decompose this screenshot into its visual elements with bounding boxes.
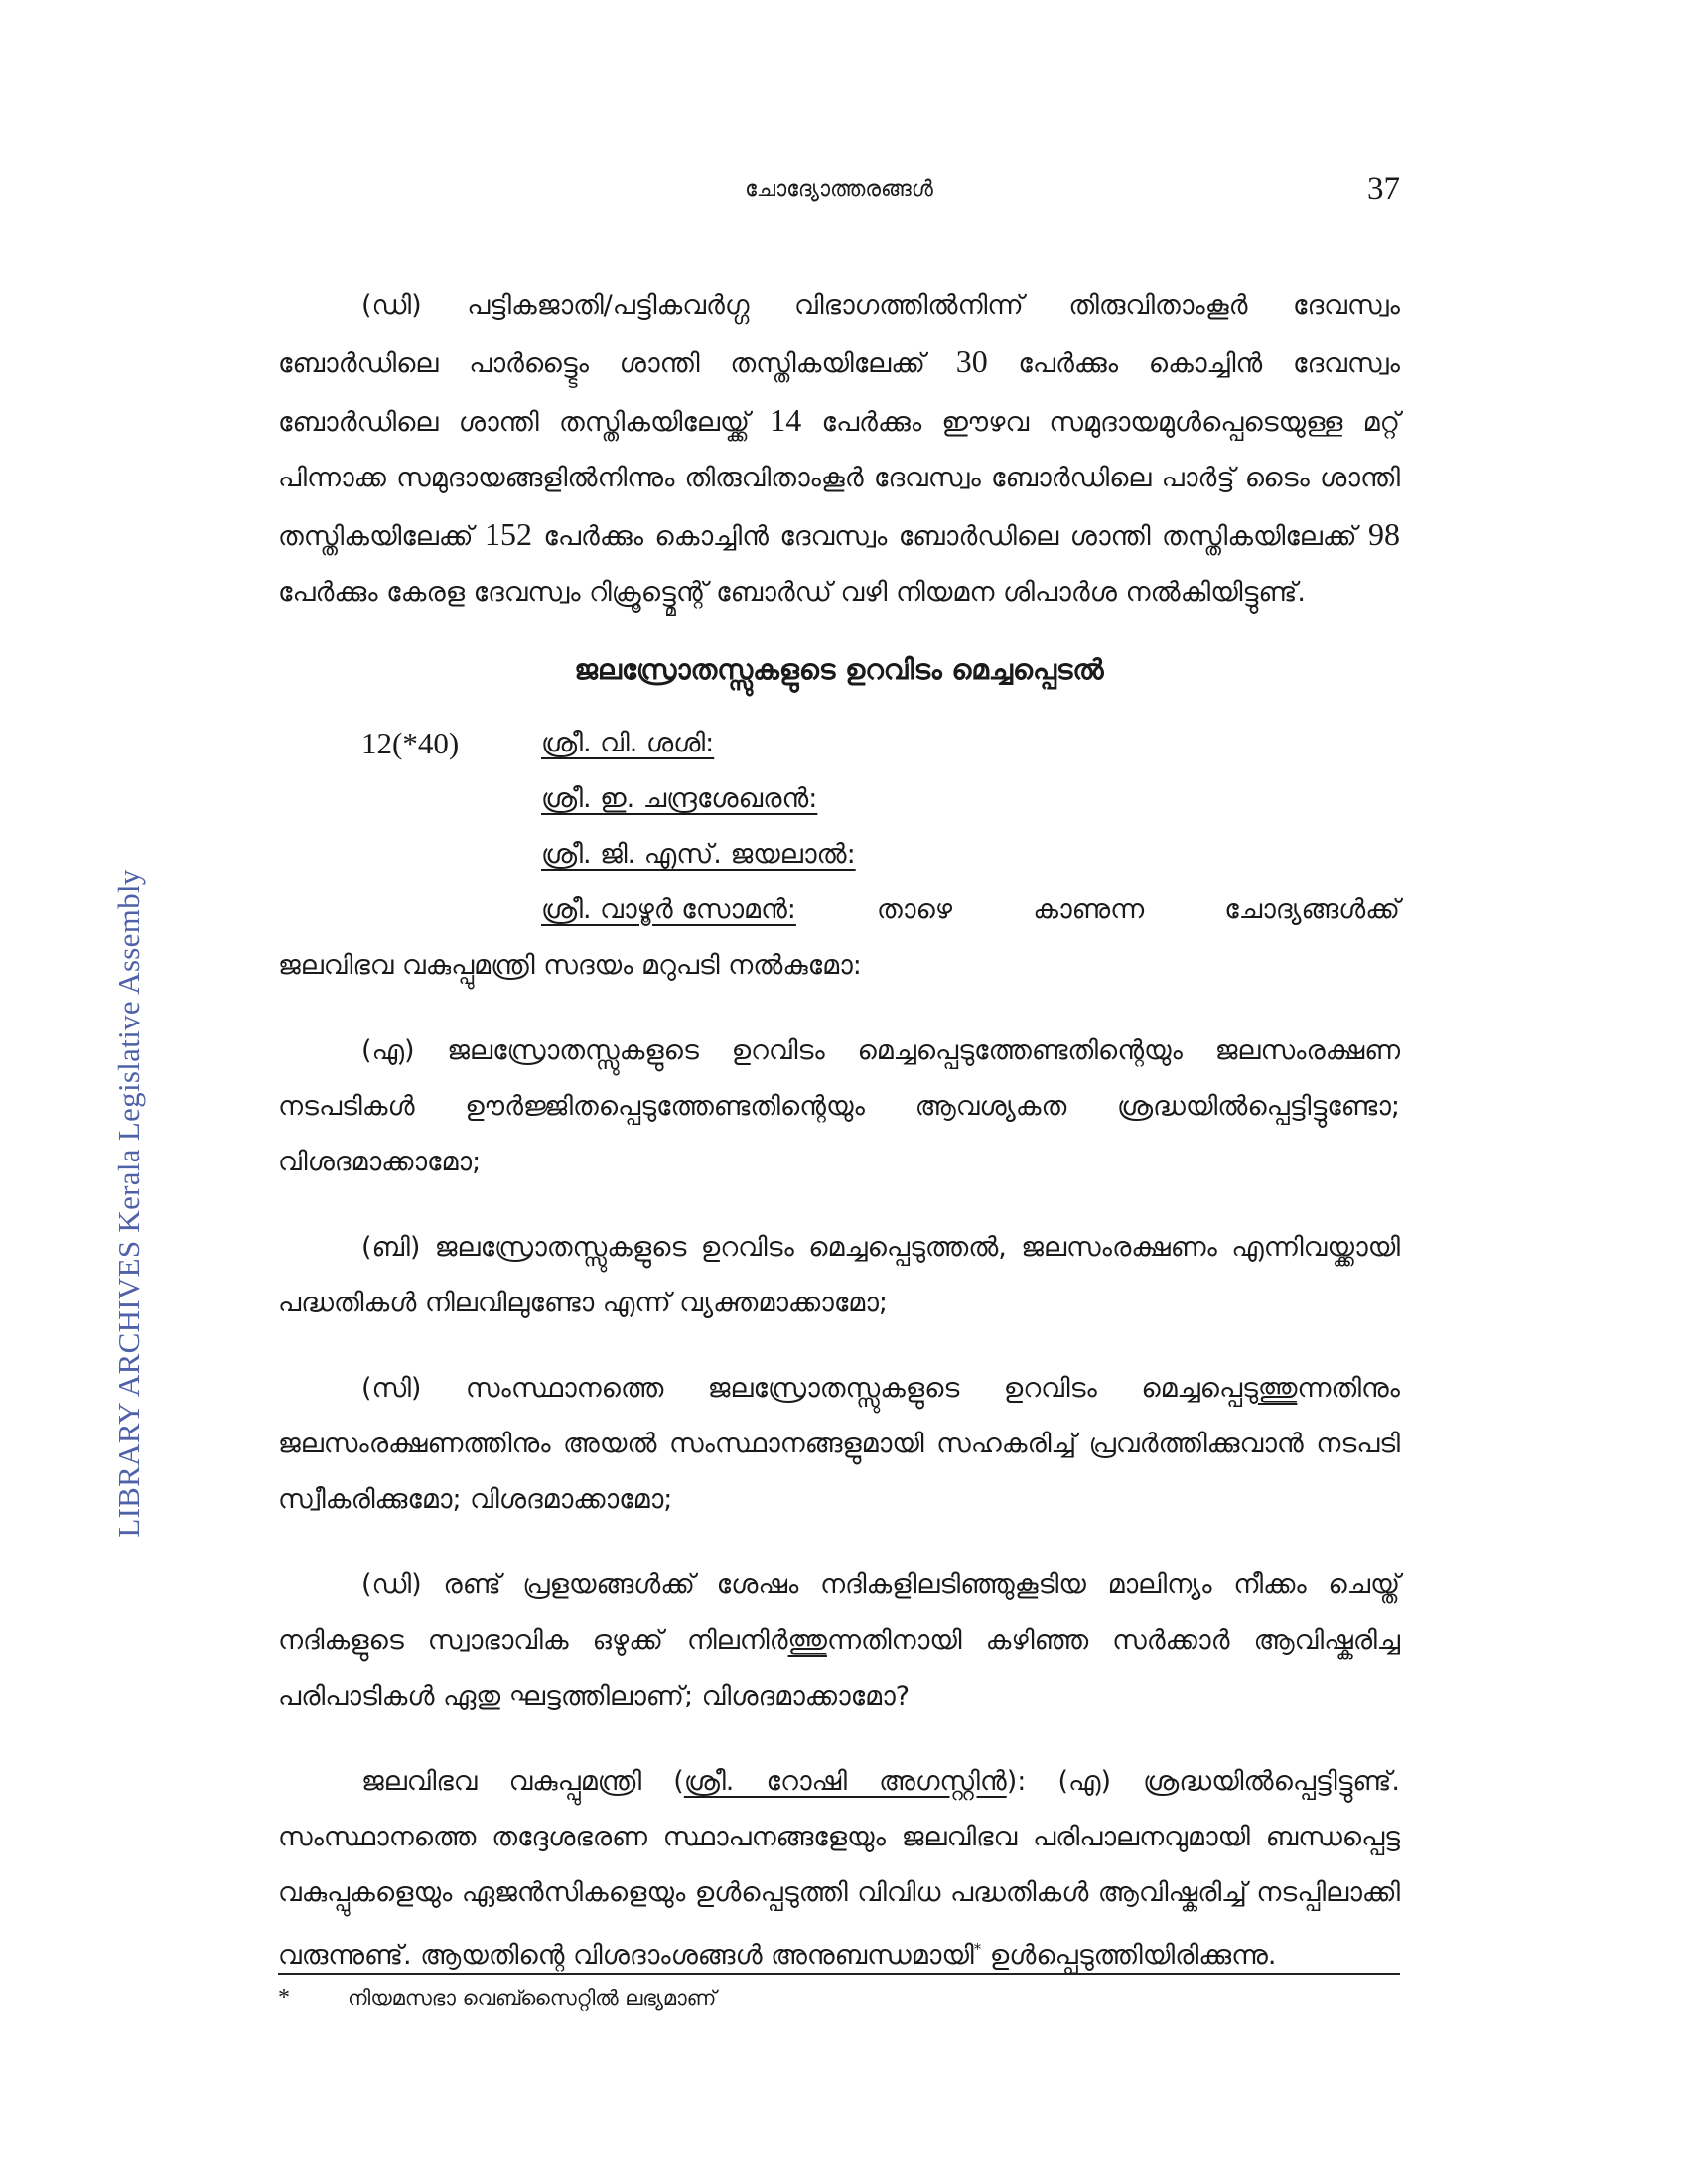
paragraph-d-appointments xyxy=(278,278,1400,620)
text-run: ഉൾപ്പെടുത്തിയിരിക്കുന്നു. xyxy=(981,1940,1277,1971)
count-sc-st-travancore: 30 xyxy=(955,343,988,379)
footnote xyxy=(278,1983,1400,2013)
running-header xyxy=(278,171,1400,210)
text-run-underlined: ത്തു xyxy=(1257,1373,1298,1404)
text-run: ന്നതിനായി കഴിഞ്ഞ സർക്കാർ ആവിഷ്കരിച്ച പരിപാടികൾ ഏതു ഘട്ടത്തിലാണ്; വിശദമാക്കാമോ? xyxy=(278,1625,1400,1711)
section-heading: ജലസ്രോതസ്സുകളുടെ ഉറവിടം മെച്ചപ്പെടൽ xyxy=(574,653,1104,686)
question-header xyxy=(278,716,1400,883)
running-title: ചോദ്യോത്തരങ്ങൾ xyxy=(745,177,933,202)
archive-watermark: LIBRARY ARCHIVES Kerala Legislative Assembly xyxy=(111,869,146,1538)
text-word: ചോദ്യങ്ങൾക്ക് xyxy=(1224,894,1400,925)
count-obc-travancore: 152 xyxy=(484,516,532,552)
footnote-text: നിയമസഭാ വെബ്സൈറ്റിൽ ലഭ്യമാണ് xyxy=(348,1986,717,2010)
footnote-mark: * xyxy=(278,1985,290,2011)
text-word: താഴെ xyxy=(877,894,953,925)
question-number: 12(*40) xyxy=(361,726,460,760)
text-run: ): (എ) ശ്രദ്ധയിൽപ്പെട്ടിട്ടുണ്ട്. സംസ്ഥാനത്തെ തദ്ദേശഭരണ സ്ഥാപനങ്ങളേയും ജലവിഭവ പരിപാലനവുമായി ബന്ധപ്പെട്ട വകുപ്പുകളെയും ഏജൻസികളെയും ഉൾപ്പെടുത്തി വിവിധ പദ്ധതികൾ ആവിഷ്കരിച്ച് നടപ്പിലാക്കി വരുന്നുണ്ട്. ആയതിന്റെ വിശദാംശങ്ങൾ അനുബന്ധമായി xyxy=(278,1766,1401,1971)
page-number: 37 xyxy=(1367,171,1400,206)
text-run-underlined: ത്തു xyxy=(787,1625,827,1656)
member-name: ശ്രീ. വാഴൂർ സോമൻ: xyxy=(541,894,796,925)
count-sc-st-cochin: 14 xyxy=(770,402,802,438)
text-run: പേർക്കും കേരള ദേവസ്വം റിക്രൂട്ട്മെന്റ് ബോർഡ് വഴി നിയമന ശിപാർശ നൽകിയിട്ടുണ്ട്. xyxy=(278,577,1306,608)
sub-question-a: (എ) ജലസ്രോതസ്സുകളുടെ ഉറവിടം മെച്ചപ്പെടുത്തേണ്ടതിന്റെയും ജലസംരക്ഷണ നടപടികൾ ഊർജ്ജിതപ്പെടുത്തേണ്ടതിന്റെയും ആവശ്യകത ശ്രദ്ധയിൽപ്പെട്ടിട്ടുണ്ടോ; വിശദമാക്കാമോ; xyxy=(278,1035,1400,1177)
text-word: കാണുന്ന xyxy=(1033,894,1145,925)
answer-paragraph xyxy=(278,1754,1400,1983)
text-run: (ഡി) പട്ടികജാതി/പട്ടികവർഗ്ഗ വിഭാഗത്തിൽനിന്ന് തിരുവിതാംകൂർ ദേവസ്വം ബോർഡിലെ പാർട്ട്ടൈം ശാന്തി തസ്തികയിലേക്ക് xyxy=(278,290,1400,379)
footnote-divider xyxy=(278,1973,1400,1975)
member-name: ശ്രീ. ജി. എസ്. ജയലാൽ: xyxy=(541,839,856,870)
member-name: ശ്രീ. ഇ. ചന്ദ്രശേഖരൻ: xyxy=(541,783,818,814)
text-run: (സി) സംസ്ഥാനത്തെ ജലസ്രോതസ്സുകളുടെ ഉറവിടം മെച്ചപ്പെടു xyxy=(361,1373,1258,1404)
question-ask-rest: ജലവിഭവ വകുപ്പുമന്ത്രി സദയം മറുപടി നൽകുമോ: xyxy=(278,950,862,981)
sub-question-c xyxy=(278,1361,1400,1528)
text-run: (ഡി) രണ്ട് പ്രളയങ്ങൾക്ക് ശേഷം നദികളിലടിഞ്ഞുകൂടിയ മാലിന്യം നീക്കം ചെയ്ത് നദികളുടെ സ്വാഭാവിക ഒഴുക്ക് നിലനിർ xyxy=(278,1570,1400,1656)
page-content xyxy=(278,278,1400,1983)
sub-question-d xyxy=(278,1558,1400,1724)
text-run: പേർക്കും കൊച്ചിൻ ദേവസ്വം ബോർഡിലെ ശാന്തി തസ്തികയിലേയ്ക്ക് xyxy=(278,348,1400,438)
member-name: ശ്രീ. വി. ശശി: xyxy=(541,728,715,758)
question-ask-line xyxy=(278,883,1400,938)
minister-name: ശ്രീ. റോഷി അഗസ്റ്റിൻ xyxy=(683,1766,1007,1797)
text-run: ജലവിഭവ വകുപ്പുമന്ത്രി ( xyxy=(361,1766,684,1797)
text-run: പേർക്കും കൊച്ചിൻ ദേവസ്വം ബോർഡിലെ ശാന്തി തസ്തികയിലേക്ക് xyxy=(531,521,1368,552)
text-run: ന്നതിനും ജലസംരക്ഷണത്തിനും അയൽ സംസ്ഥാനങ്ങളുമായി സഹകരിച്ച് പ്രവർത്തിക്കുവാൻ നടപടി സ്വീകരിക്കുമോ; വിശദമാക്കാമോ; xyxy=(278,1373,1400,1515)
text-run: പേർക്കും ഈഴവ സമുദായമുൾപ്പെടെയുള്ള മറ്റ് പിന്നാക്ക സമുദായങ്ങളിൽനിന്നും തിരുവിതാംകൂർ ദേവസ്വം ബോർഡിലെ പാർട്ട് ടൈം ശാന്തി തസ്തികയിലേക്ക് xyxy=(278,407,1400,552)
footnote-reference: * xyxy=(973,1940,982,1958)
count-obc-cochin: 98 xyxy=(1368,516,1400,552)
sub-question-b: (ബി) ജലസ്രോതസ്സുകളുടെ ഉറവിടം മെച്ചപ്പെടുത്തൽ, ജലസംരക്ഷണം എന്നിവയ്ക്കായി പദ്ധതികൾ നിലവിലുണ്ടോ എന്ന് വ്യക്തമാക്കാമോ; xyxy=(278,1232,1400,1318)
